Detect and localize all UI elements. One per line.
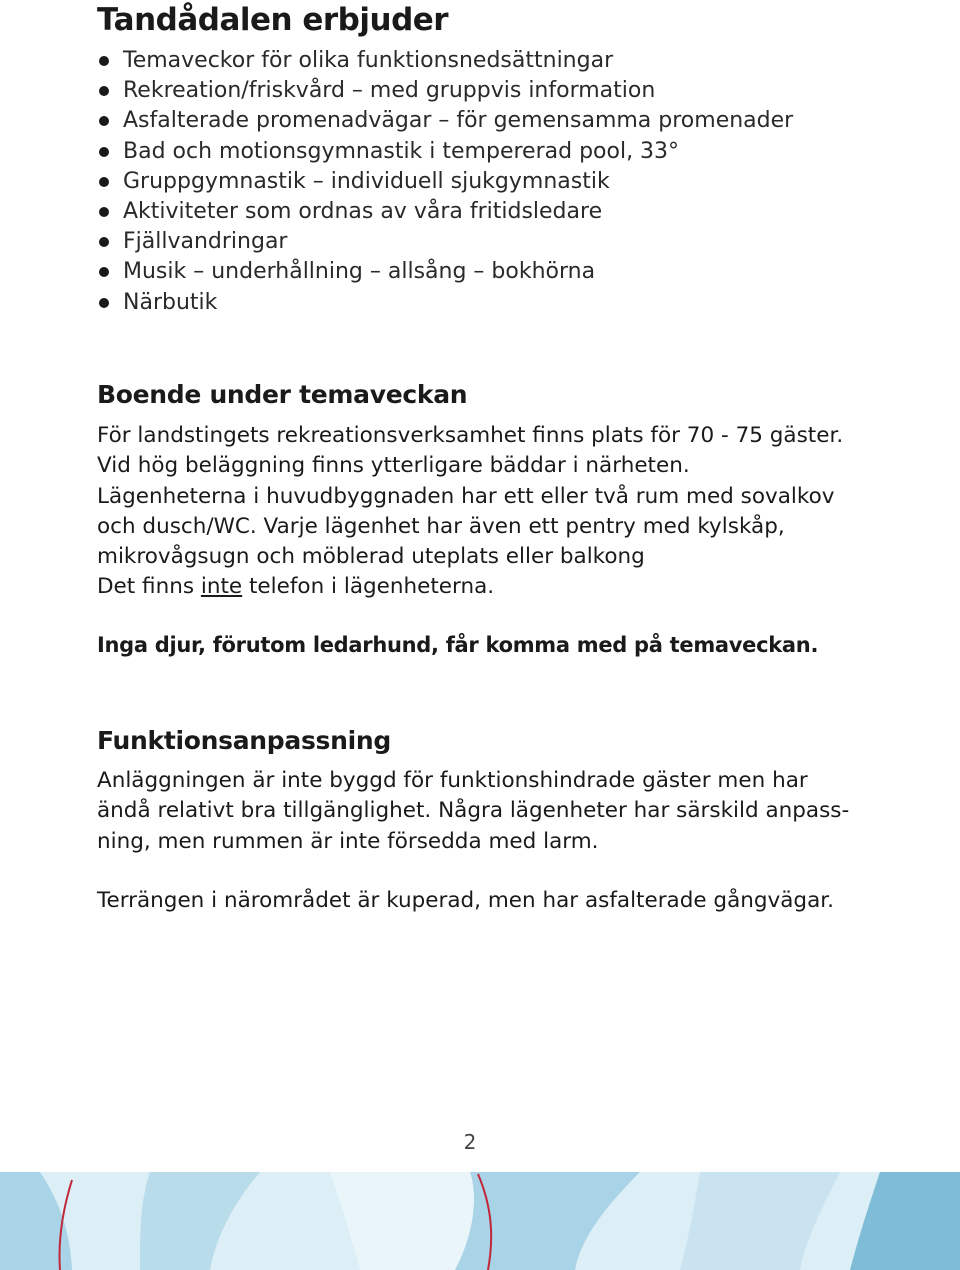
bullet-icon	[99, 147, 109, 157]
list-item: Aktiviteter som ordnas av våra fritidsledare	[97, 197, 857, 227]
funktion-line: Anläggningen är inte byggd för funktionshindrade gäster men har	[97, 768, 808, 793]
funktion-line: ning, men rummen är inte försedda med larm.	[97, 828, 599, 854]
boende-line: mikrovågsugn och möblerad uteplats eller balkong	[97, 544, 645, 570]
page-number: 2	[463, 1130, 477, 1154]
list-item: Fjällvandringar	[97, 227, 857, 257]
funktion-line: ändå relativt bra tillgänglighet. Några lägenheter har särskild anpass-	[97, 798, 850, 824]
funktion-text	[97, 766, 849, 857]
bullet-icon	[99, 177, 109, 187]
list-item: Temaveckor för olika funktionsnedsättningar	[97, 46, 857, 76]
funktion-heading: Funktionsanpassning	[97, 726, 391, 755]
bullet-icon	[99, 267, 109, 277]
list-item: Musik – underhållning – allsång – bokhörna	[97, 257, 857, 287]
boende-line: Lägenheterna i huvudbyggnaden har ett eller två rum med sovalkov	[97, 483, 835, 509]
bullet-icon	[99, 56, 109, 66]
bullet-icon	[99, 298, 109, 308]
footer-wave-decoration	[0, 1172, 960, 1270]
list-item: Asfalterade promenadvägar – för gemensamma promenader	[97, 106, 857, 136]
boende-line: Vid hög beläggning finns ytterligare bäddar i närheten.	[97, 453, 690, 479]
bullet-icon	[99, 116, 109, 126]
list-item: Närbutik	[97, 288, 857, 318]
pets-note: Inga djur, förutom ledarhund, får komma med på temaveckan.	[97, 633, 819, 657]
list-item: Rekreation/friskvård – med gruppvis information	[97, 76, 857, 106]
terrain-text: Terrängen i närområdet är kuperad, men har asfalterade gångvägar.	[97, 888, 834, 913]
bullet-icon	[99, 207, 109, 217]
boende-heading: Boende under temaveckan	[97, 380, 468, 409]
list-item: Gruppgymnastik – individuell sjukgymnastik	[97, 167, 857, 197]
offer-list	[97, 46, 857, 318]
page-title: Tandådalen erbjuder	[97, 2, 449, 38]
list-item: Bad och motionsgymnastik i tempererad pool, 33°	[97, 137, 857, 167]
boende-text	[97, 421, 843, 603]
phone-line: Det finns inte telefon i lägenheterna.	[97, 574, 495, 600]
boende-line: och dusch/WC. Varje lägenhet har även ett pentry med kylskåp,	[97, 513, 785, 539]
bullet-icon	[99, 86, 109, 96]
boende-line: För landstingets rekreationsverksamhet finns plats för 70 - 75 gäster.	[97, 423, 844, 448]
bullet-icon	[99, 237, 109, 247]
underlined-word: inte	[200, 574, 243, 600]
